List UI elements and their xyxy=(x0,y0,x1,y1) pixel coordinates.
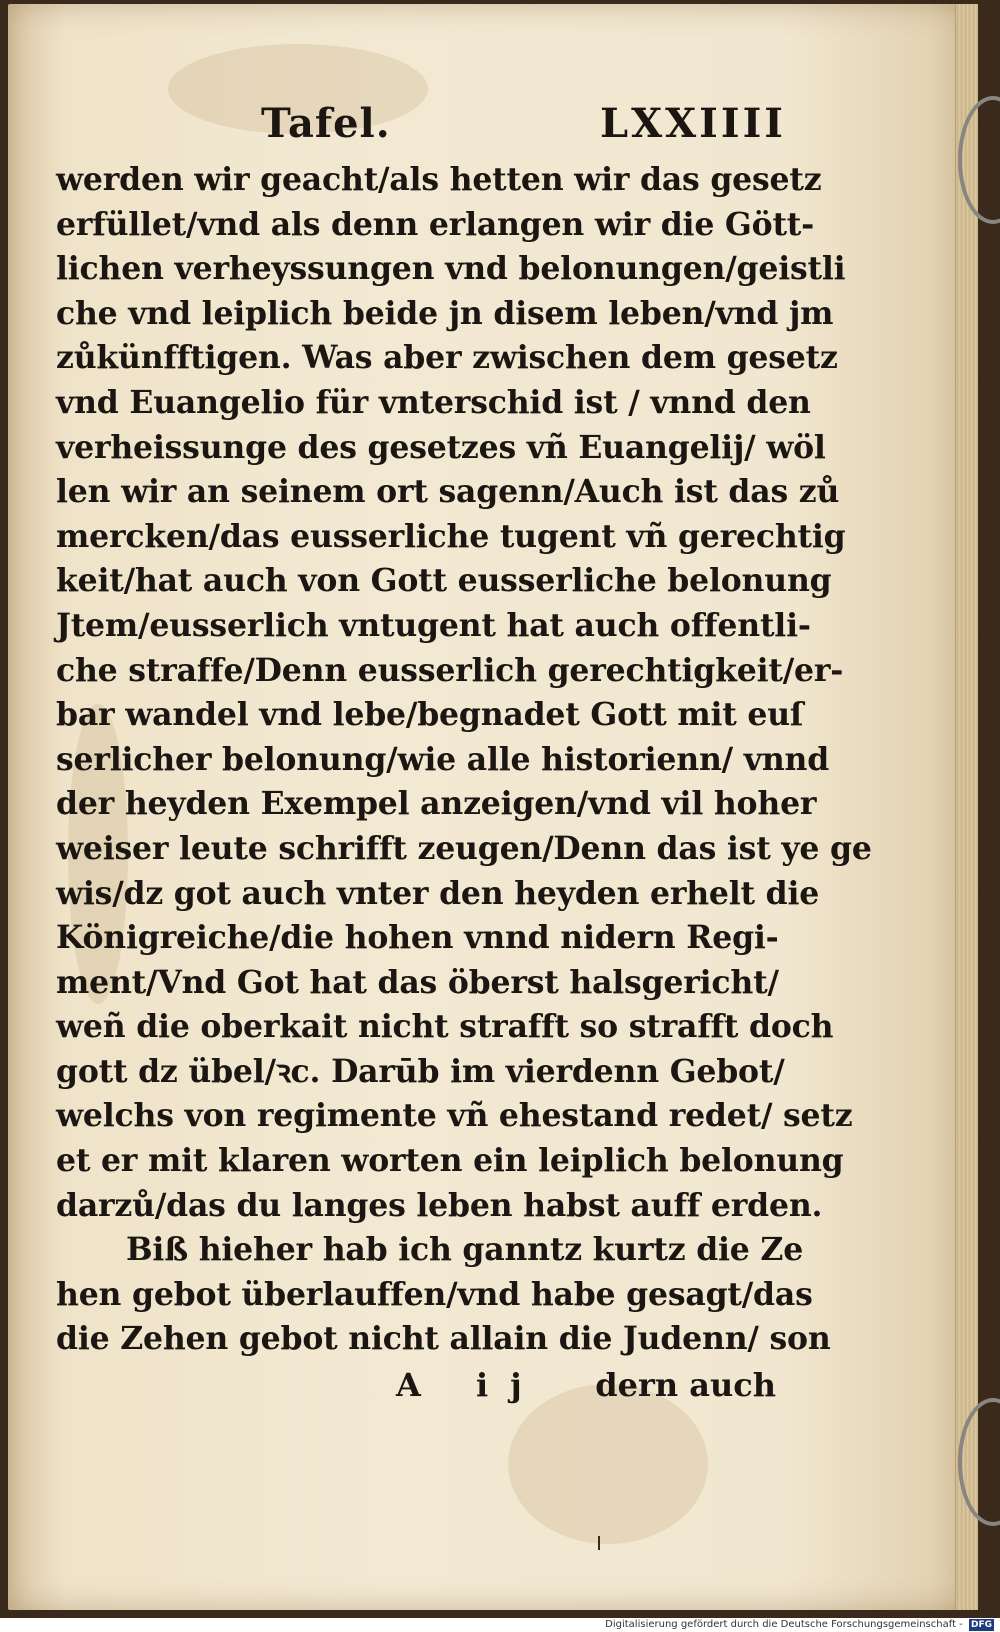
folio-number: LXXIIII xyxy=(599,100,786,147)
signature-mark: A ij xyxy=(396,1366,544,1405)
text-line: et er mit klaren worten ein leiplich belonung xyxy=(56,1142,844,1180)
text-line: serlicher belonung/wie alle historienn/ vnnd xyxy=(56,740,830,778)
funding-credit xyxy=(605,1618,994,1632)
running-head-title: Tafel. xyxy=(261,100,391,147)
text-line: che vnd leiplich beide jn disem leben/vnd jm xyxy=(56,294,834,332)
dfg-logo: DFG xyxy=(970,1620,992,1630)
text-line: welchs von regimente vñ ehestand redet/ setz xyxy=(56,1097,853,1135)
paper-page xyxy=(8,4,978,1610)
text-line: der heyden Exempel anzeigen/vnd vil hoher xyxy=(56,785,817,823)
text-line: darzů/das du langes leben habst auff erden. xyxy=(56,1186,823,1224)
text-line: wis/dz got auch vnter den heyden erhelt die xyxy=(56,874,820,912)
text-line: mercken/das eusserliche tugent vñ gerechtig xyxy=(56,517,846,555)
text-line: weñ die oberkait nicht strafft so strafft doch xyxy=(56,1008,834,1046)
text-line: werden wir geacht/als hetten wir das gesetz xyxy=(56,161,822,198)
body-text xyxy=(56,158,872,1362)
text-line: bar wandel vnd lebe/begnadet Gott mit euſ xyxy=(56,696,804,734)
catchword: dern auch xyxy=(595,1366,776,1405)
printed-text-block xyxy=(56,100,872,1414)
text-line: lichen verheyssungen vnd belonungen/geistli xyxy=(56,250,846,288)
funding-credit-text: Digitalisierung gefördert durch die Deutsche Forschungsgemeinschaft - xyxy=(605,1619,963,1630)
page-edge xyxy=(955,4,978,1610)
text-line: len wir an seinem ort sagenn/Auch ist das zů xyxy=(56,473,840,511)
text-line: Jtem/eusserlich vntugent hat auch offentli- xyxy=(56,606,811,644)
page-footer xyxy=(56,1366,776,1414)
running-head xyxy=(56,100,786,152)
text-line: verheissunge des gesetzes vñ Euangelij/ wöl xyxy=(56,428,826,466)
text-line: die Zehen gebot nicht allain die Judenn/ son xyxy=(56,1320,831,1358)
text-line: vnd Euangelio für vnterschid ist / vnnd den xyxy=(56,383,811,421)
text-line: che straffe/Denn eusserlich gerechtigkeit/er- xyxy=(56,651,844,689)
text-line: hen gebot überlauffen/vnd habe gesagt/das xyxy=(56,1275,813,1313)
text-line: weiser leute schrifft zeugen/Denn das ist ye ge xyxy=(56,829,872,867)
credit-bar xyxy=(0,1618,1000,1632)
text-line: erfüllet/vnd als denn erlangen wir die Gött- xyxy=(56,205,815,243)
text-line: gott dz übel/ꝛc. Darūb im vierdenn Gebot/ xyxy=(56,1052,785,1090)
text-line: keit/hat auch von Gott eusserliche belonung xyxy=(56,562,832,600)
text-line: zůkünfftigen. Was aber zwischen dem gesetz xyxy=(56,339,838,377)
paragraph-start-line: Biß hieher hab ich ganntz kurtz die Ze xyxy=(126,1231,804,1269)
text-line: ment/Vnd Got hat das öberst halsgericht/ xyxy=(56,963,779,1001)
text-line: Königreiche/die hohen vnnd nidern Regi- xyxy=(56,919,779,957)
ink-mark xyxy=(598,1536,600,1550)
